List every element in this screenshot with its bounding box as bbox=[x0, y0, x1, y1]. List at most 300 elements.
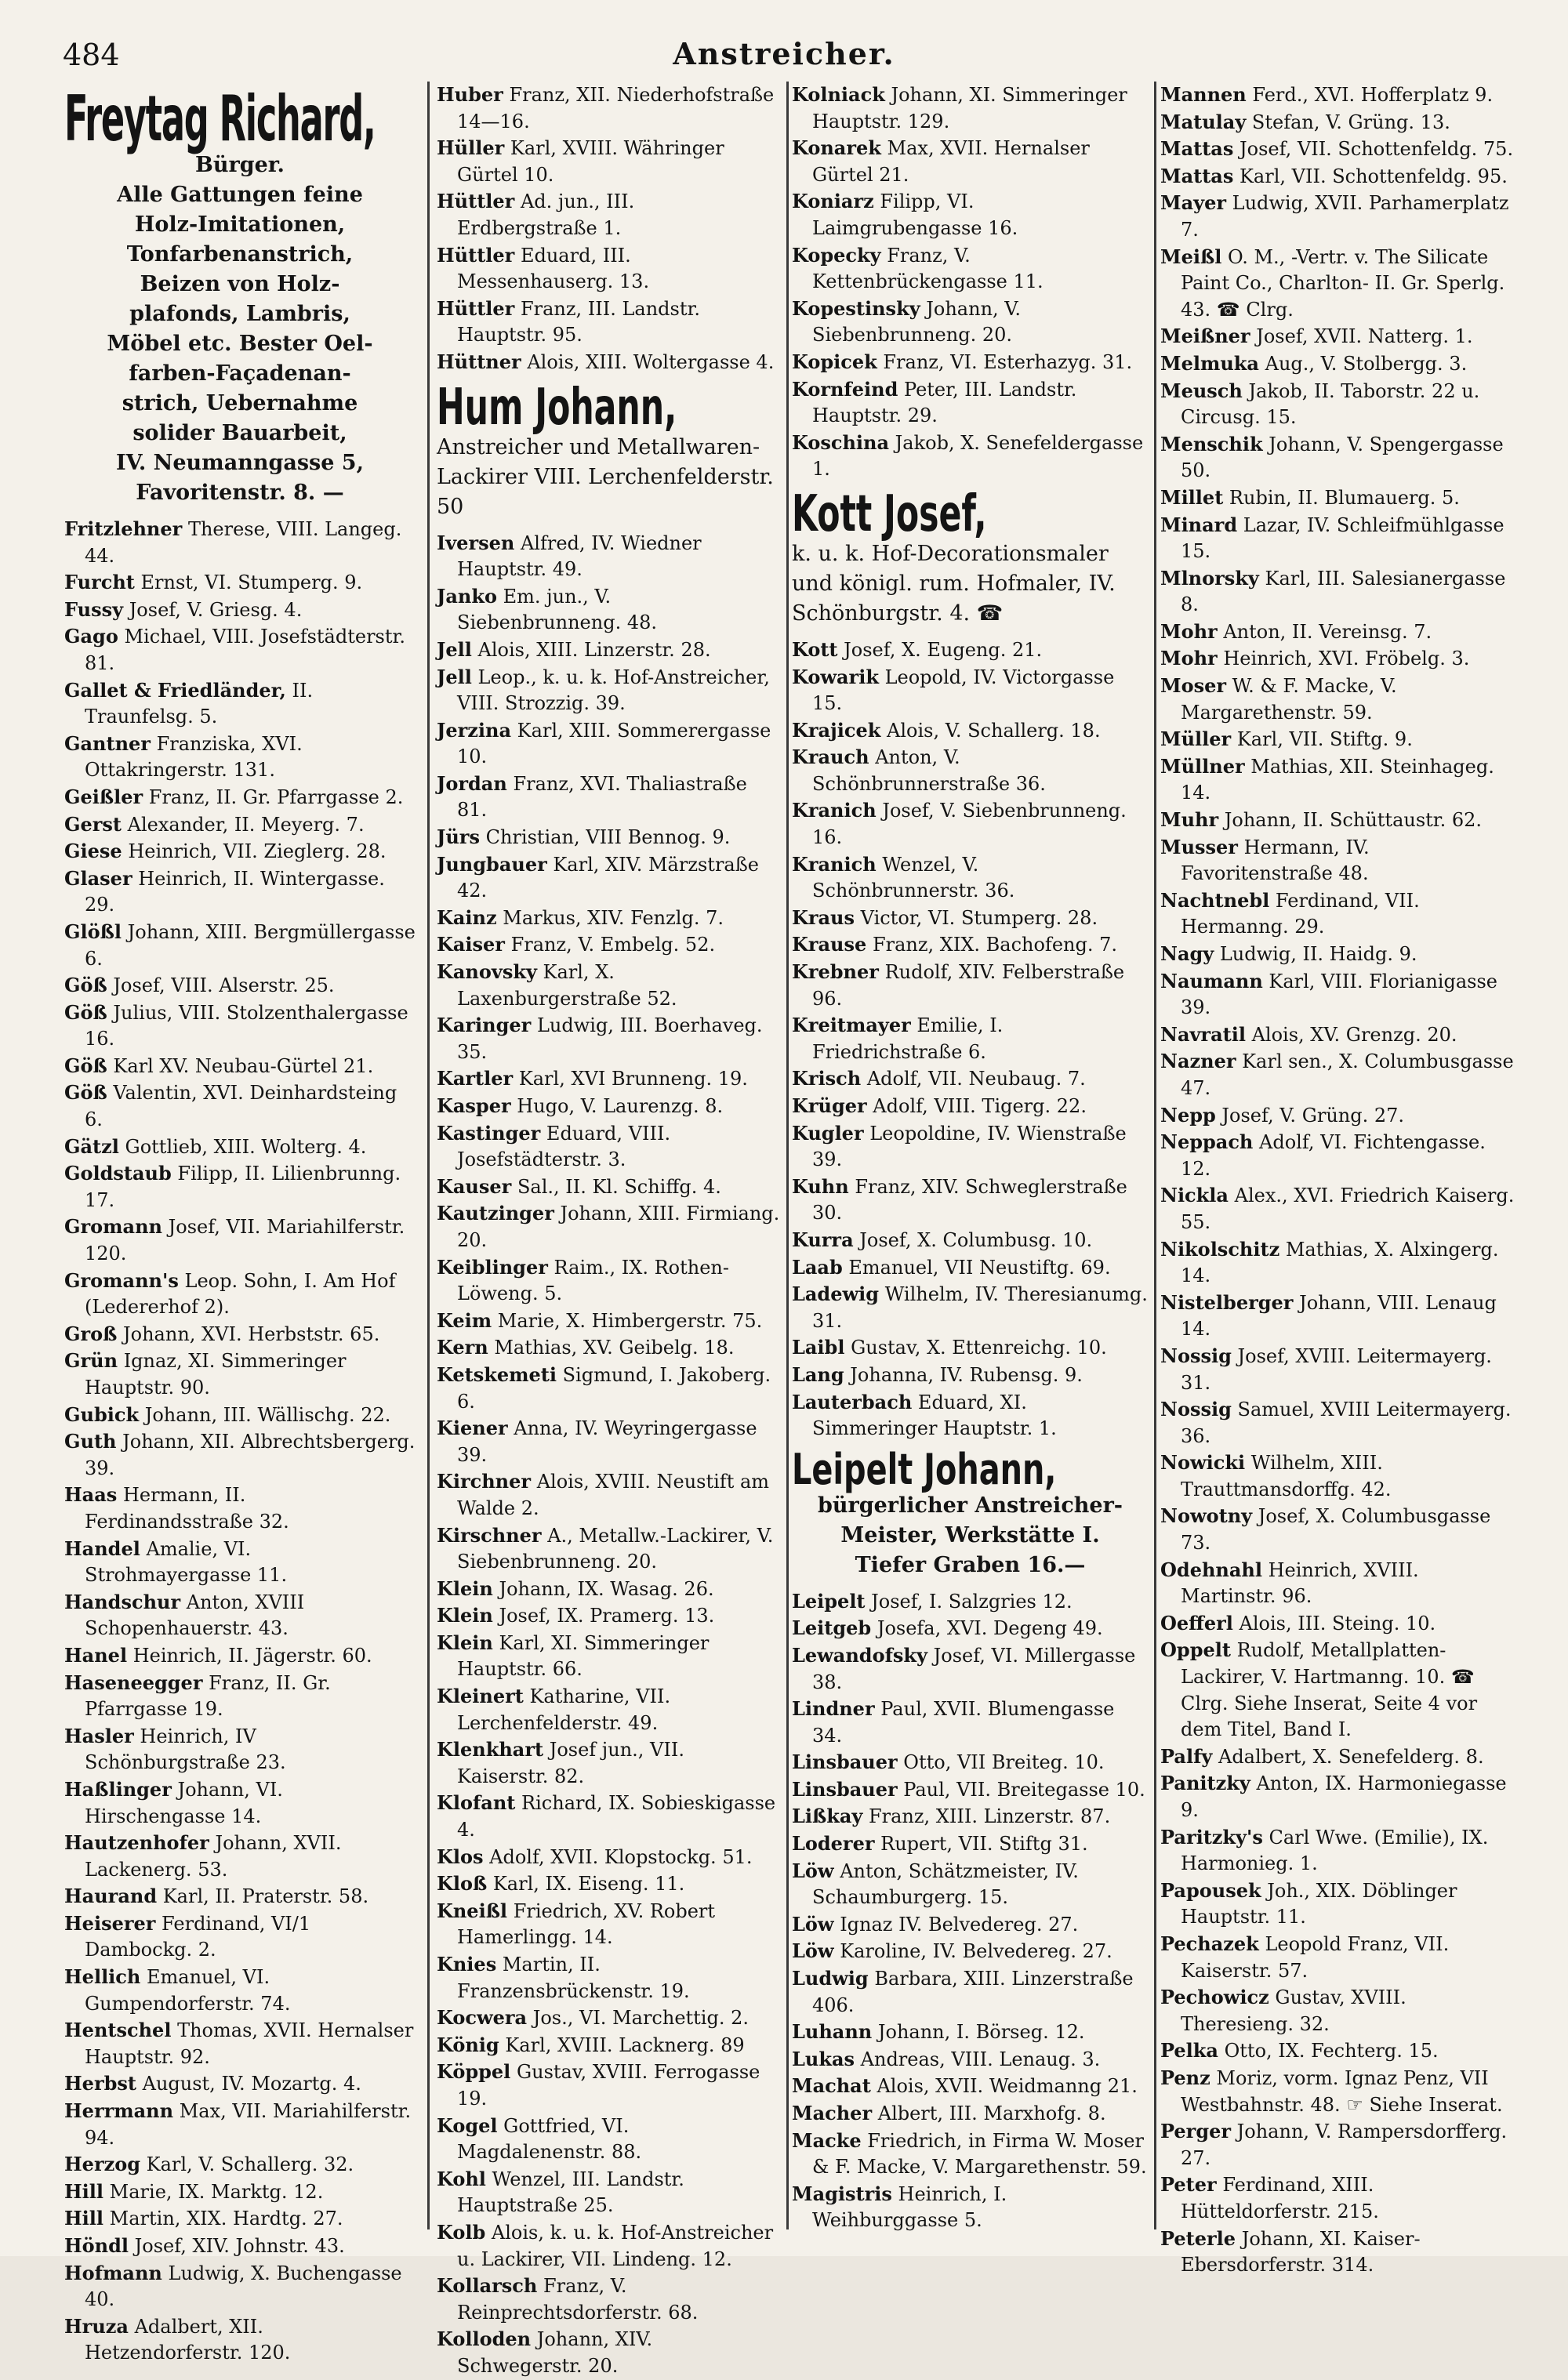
entry-details: Karl, X. Laxenburgerstraße 52. bbox=[457, 961, 677, 1010]
entry-details: Josef jun., VII. Kaiserstr. 82. bbox=[457, 1739, 684, 1787]
entry-surname: Krüger bbox=[792, 1094, 867, 1117]
directory-entry bbox=[64, 784, 416, 811]
entry-details: Johann, XIV. Schwegerstr. 20. bbox=[457, 2328, 653, 2377]
entry-surname: Krisch bbox=[792, 1067, 862, 1090]
entry-details: Ferdinand, VI/1 Dambockg. 2. bbox=[85, 1912, 311, 1961]
directory-entry bbox=[437, 1334, 780, 1362]
directory-entry bbox=[64, 1000, 416, 1053]
directory-entry bbox=[1160, 484, 1515, 512]
directory-entry bbox=[1160, 2171, 1515, 2225]
directory-entry bbox=[437, 2273, 780, 2326]
entry-surname: Knies bbox=[437, 1953, 497, 1975]
advertisement-line: strich, Uebernahme bbox=[122, 391, 358, 415]
entry-details: W. & F. Macke, V. Margarethenstr. 59. bbox=[1181, 675, 1397, 724]
entry-surname: Müller bbox=[1160, 727, 1232, 751]
directory-entry bbox=[437, 1093, 780, 1120]
directory-entry bbox=[1160, 807, 1515, 834]
entry-details: Ignaz IV. Belvedereg. 27. bbox=[840, 1913, 1079, 1936]
entry-details: Johann, V. Siebenbrunneng. 20. bbox=[812, 297, 1022, 346]
entry-details: Karl, XIII. Sommerergasse 10. bbox=[457, 719, 771, 768]
directory-entry bbox=[792, 905, 1149, 932]
entry-surname: Krause bbox=[792, 933, 867, 956]
directory-entry bbox=[1160, 887, 1515, 941]
entry-details: Wenzel, V. Schönbrunnerstr. 36. bbox=[812, 853, 1015, 902]
entry-surname: Lang bbox=[792, 1362, 844, 1386]
directory-entry bbox=[1160, 1182, 1515, 1235]
entry-details: Filipp, II. Lilienbrunng. 17. bbox=[85, 1163, 401, 1211]
advertisement-line: Beizen von Holz- bbox=[140, 272, 340, 296]
directory-entry bbox=[64, 2070, 416, 2098]
entry-surname: Klenkhart bbox=[437, 1738, 544, 1761]
entry-surname: Konarek bbox=[792, 136, 881, 160]
entry-details: Martin, II. Franzensbrückenstr. 19. bbox=[457, 1954, 690, 2002]
entry-details: Anton, V. Schönbrunnerstraße 36. bbox=[812, 746, 1046, 795]
directory-entry bbox=[437, 1683, 780, 1736]
entry-surname: Lewandofsky bbox=[792, 1643, 928, 1667]
entry-surname: Goldstaub bbox=[64, 1162, 172, 1185]
directory-entry bbox=[1160, 1343, 1515, 1396]
directory-entry bbox=[437, 1630, 780, 1683]
directory-entry bbox=[437, 2032, 780, 2059]
directory-entry bbox=[1160, 619, 1515, 646]
entry-surname: Nikolschitz bbox=[1160, 1237, 1280, 1261]
entry-surname: Papousek bbox=[1160, 1878, 1261, 1902]
entry-details: Barbara, XIII. Linzerstraße 406. bbox=[812, 1968, 1134, 2016]
entry-details: Alois, XIII. Linzerstr. 28. bbox=[477, 638, 711, 661]
entry-surname: Matulay bbox=[1160, 110, 1247, 133]
entry-details: Johann, IX. Wasag. 26. bbox=[499, 1577, 714, 1600]
entry-surname: Melmuka bbox=[1160, 351, 1259, 375]
entry-surname: Karinger bbox=[437, 1014, 532, 1037]
directory-entry bbox=[1160, 163, 1515, 190]
entry-details: Moriz, vorm. Ignaz Penz, VII Westbahnstr. 48. ☞ Siehe Inserat. bbox=[1181, 2066, 1503, 2116]
entry-surname: Kugler bbox=[792, 1121, 864, 1145]
entry-surname: Hofmann bbox=[64, 2261, 162, 2284]
directory-entry bbox=[437, 2113, 780, 2166]
directory-entry bbox=[1160, 1931, 1515, 1984]
entry-details: II. Traunfelsg. 5. bbox=[85, 679, 314, 728]
entry-details: Karl, VII. Schottenfeldg. 95. bbox=[1240, 165, 1508, 187]
entry-details: Josef, VIII. Alserstr. 25. bbox=[113, 974, 335, 997]
entry-details: Josef, XVII. Natterg. 1. bbox=[1256, 325, 1473, 348]
entry-surname: Kasper bbox=[437, 1094, 511, 1117]
advertisement-name: Freytag Richard, bbox=[64, 82, 376, 155]
entry-details: Josef, X. Columbusg. 10. bbox=[859, 1228, 1093, 1251]
directory-entry bbox=[792, 1389, 1149, 1442]
entry-surname: Janko bbox=[437, 584, 497, 608]
entry-details: Therese, VIII. Langeg. 44. bbox=[85, 518, 402, 567]
entry-details: Leop. Sohn, I. Am Hof (Ledererhof 2). bbox=[85, 1269, 396, 1319]
entry-surname: Kolniack bbox=[792, 83, 885, 106]
entry-details: Ernst, VI. Stumperg. 9. bbox=[140, 571, 363, 594]
entry-details: Rudolf, XIV. Felberstraße 96. bbox=[812, 961, 1125, 1010]
entry-surname: Nagy bbox=[1160, 942, 1214, 965]
entry-details: Jos., VI. Marchettig. 2. bbox=[532, 2007, 750, 2030]
directory-entry bbox=[792, 2100, 1149, 2128]
entry-details: Anton, Schätzmeister, IV. Schaumburgerg. 15. bbox=[812, 1859, 1079, 1909]
entry-details: Alois, XVIII. Neustift am Walde 2. bbox=[457, 1471, 770, 1519]
directory-entry bbox=[64, 731, 416, 784]
entry-surname: Kohl bbox=[437, 2167, 486, 2190]
entry-surname: Kranich bbox=[792, 799, 877, 822]
directory-entry bbox=[437, 2326, 780, 2379]
directory-entry bbox=[792, 1174, 1149, 1227]
directory-entry bbox=[437, 2166, 780, 2219]
entry-details: Alois, XV. Grenzg. 20. bbox=[1251, 1023, 1457, 1046]
entry-surname: Gantner bbox=[64, 731, 151, 755]
entry-details: Johanna, IV. Rubensg. 9. bbox=[850, 1363, 1083, 1386]
entry-details: Karl, VII. Stiftg. 9. bbox=[1236, 728, 1413, 751]
entry-surname: Haseneegger bbox=[64, 1671, 203, 1694]
entry-details: Josef, V. Siebenbrunneng. 16. bbox=[812, 800, 1127, 849]
entry-surname: Kogel bbox=[437, 2113, 498, 2137]
entry-surname: Magistris bbox=[792, 2182, 892, 2205]
entry-surname: Keim bbox=[437, 1308, 492, 1332]
entry-details: Otto, IX. Fechterg. 15. bbox=[1224, 2040, 1439, 2063]
entry-surname: Kartler bbox=[437, 1067, 514, 1090]
directory-entry bbox=[64, 1642, 416, 1670]
entry-details: Filipp, VI. Laimgrubengasse 16. bbox=[812, 190, 1018, 239]
entry-surname: Guth bbox=[64, 1430, 117, 1453]
directory-entry bbox=[1160, 350, 1515, 378]
directory-entry bbox=[437, 905, 780, 932]
entry-surname: Kautzinger bbox=[437, 1202, 554, 1225]
directory-entry bbox=[1160, 2118, 1515, 2171]
directory-entry bbox=[64, 865, 416, 919]
entry-surname: Millet bbox=[1160, 485, 1224, 509]
entry-details: Johann, XI. Kaiser-Ebersdorferstr. 314. bbox=[1181, 2227, 1421, 2277]
entry-details: Mathias, X. Alxingerg. 14. bbox=[1181, 1238, 1499, 1287]
entry-details: Heinrich, XVI. Fröbelg. 3. bbox=[1223, 648, 1470, 670]
entry-details: Leopold Franz, VII. Kaiserstr. 57. bbox=[1181, 1932, 1450, 1982]
entry-surname: Gerst bbox=[64, 812, 122, 836]
entry-surname: Hüller bbox=[437, 136, 505, 160]
entry-details: Rubin, II. Blumauerg. 5. bbox=[1229, 486, 1460, 509]
entry-surname: Odehnahl bbox=[1160, 1558, 1262, 1581]
entry-details: Alois, k. u. k. Hof-Anstreicher u. Lackirer, VII. Lindeng. 12. bbox=[457, 2221, 774, 2270]
entry-details: Stefan, V. Grüng. 13. bbox=[1251, 111, 1450, 133]
entry-surname: Hüttner bbox=[437, 350, 521, 373]
directory-entry bbox=[437, 349, 780, 376]
entry-details: Josef, VII. Mariahilferstr. 120. bbox=[85, 1216, 405, 1265]
entry-details: Josef, VII. Schottenfeldg. 75. bbox=[1240, 138, 1514, 161]
entry-details: Johann, XIII. Bergmüllergasse 6. bbox=[85, 920, 416, 970]
entry-details: Peter, III. Landstr. Hauptstr. 29. bbox=[812, 378, 1077, 427]
directory-entry bbox=[64, 2179, 416, 2206]
directory-entry bbox=[437, 1951, 780, 2004]
directory-entry bbox=[64, 2017, 416, 2070]
entry-surname: Höndl bbox=[64, 2234, 129, 2257]
entry-surname: Jell bbox=[437, 665, 472, 688]
entry-details: Alois, XIII. Woltergasse 4. bbox=[527, 350, 775, 373]
entry-surname: Nazner bbox=[1160, 1050, 1236, 1073]
directory-entry bbox=[437, 1415, 780, 1468]
entry-surname: Koniarz bbox=[792, 190, 874, 213]
entry-surname: Kolloden bbox=[437, 2327, 532, 2351]
entry-surname: Lißkay bbox=[792, 1805, 863, 1828]
entry-details: Rupert, VII. Stiftg 31. bbox=[880, 1833, 1088, 1856]
entry-details: Anton, IX. Harmoniegasse 9. bbox=[1181, 1772, 1507, 1821]
directory-entry bbox=[1160, 565, 1515, 619]
entry-surname: Furcht bbox=[64, 571, 135, 594]
directory-entry bbox=[792, 1227, 1149, 1254]
entry-surname: Kiener bbox=[437, 1417, 508, 1440]
entry-details: Gottfried, VI. Magdalenenstr. 88. bbox=[457, 2114, 642, 2164]
entry-details: Max, VII. Mariahilferstr. 94. bbox=[85, 2100, 412, 2149]
entry-details: Jakob, X. Senefeldergasse 1. bbox=[812, 431, 1144, 481]
directory-entry bbox=[1160, 1610, 1515, 1638]
directory-entry bbox=[1160, 726, 1515, 753]
directory-entry bbox=[437, 135, 780, 188]
entry-surname: Menschik bbox=[1160, 432, 1263, 455]
directory-entry bbox=[792, 1362, 1149, 1389]
directory-entry bbox=[792, 188, 1149, 241]
entry-surname: Peterle bbox=[1160, 2226, 1236, 2250]
directory-entry bbox=[792, 1254, 1149, 1282]
entry-details: Franz, II. Gr. Pfarrgasse 19. bbox=[85, 1671, 331, 1721]
directory-entry bbox=[64, 1670, 416, 1723]
entry-surname: Jungbauer bbox=[437, 852, 547, 876]
entry-details: Adalbert, X. Senefelderg. 8. bbox=[1218, 1745, 1484, 1768]
entry-details: Thomas, XVII. Hernalser Hauptstr. 92. bbox=[85, 2019, 414, 2068]
entry-surname: Heiserer bbox=[64, 1911, 156, 1935]
entry-details: A., Metallw.-Lackirer, V. Siebenbrunneng. 20. bbox=[457, 1524, 774, 1573]
entry-surname: Mattas bbox=[1160, 137, 1234, 161]
entry-details: Paul, XVII. Blumengasse 34. bbox=[812, 1698, 1115, 1747]
directory-entry bbox=[792, 1911, 1149, 1939]
entry-surname: König bbox=[437, 2033, 499, 2056]
entry-details: Johann, XVI. Herbststr. 65. bbox=[123, 1322, 380, 1345]
entry-details: Alois, V. Schallerg. 18. bbox=[887, 719, 1101, 742]
entry-surname: Göß bbox=[64, 1081, 107, 1105]
entry-surname: Gago bbox=[64, 625, 118, 648]
directory-entry bbox=[1160, 323, 1515, 350]
advertisement-line: Möbel etc. Bester Oel- bbox=[107, 332, 373, 356]
directory-entry bbox=[792, 717, 1149, 745]
directory-entry bbox=[1160, 834, 1515, 887]
entry-details: Gottlieb, XIII. Wolterg. 4. bbox=[125, 1135, 367, 1158]
entry-surname: Giese bbox=[64, 840, 122, 863]
entry-details: Markus, XIV. Fenzlg. 7. bbox=[503, 906, 724, 929]
entry-details: Alois, III. Steing. 10. bbox=[1239, 1612, 1436, 1634]
entry-surname: Krauch bbox=[792, 746, 869, 769]
directory-entry bbox=[792, 1334, 1149, 1362]
entry-details: Em. jun., V. Siebenbrunneng. 48. bbox=[457, 585, 657, 634]
entry-details: Alois, XVII. Weidmanng 21. bbox=[877, 2075, 1138, 2098]
entry-surname: Keiblinger bbox=[437, 1255, 548, 1279]
advertisement-block bbox=[64, 82, 416, 508]
directory-entry bbox=[792, 2019, 1149, 2046]
entry-details: Adolf, XVII. Klopstockg. 51. bbox=[489, 1845, 753, 1868]
entry-surname: Haurand bbox=[64, 1885, 158, 1908]
entry-surname: Oefferl bbox=[1160, 1611, 1233, 1634]
entry-surname: Löw bbox=[792, 1912, 834, 1936]
directory-entry bbox=[64, 1160, 416, 1214]
directory-entry bbox=[792, 1696, 1149, 1749]
entry-details: Johann, III. Wällischg. 22. bbox=[144, 1403, 391, 1426]
advertisement-line: Lackirer VIII. Lerchenfelderstr. 50 bbox=[437, 464, 774, 519]
directory-entry bbox=[1160, 1290, 1515, 1343]
entry-details: Ludwig, II. Haidg. 9. bbox=[1219, 943, 1417, 965]
directory-entry bbox=[1160, 968, 1515, 1021]
advertisement-line: Favoritenstr. 8. — bbox=[136, 481, 344, 505]
entry-details: Franz, II. Gr. Pfarrgasse 2. bbox=[148, 785, 404, 808]
entry-surname: Herrmann bbox=[64, 2099, 174, 2123]
entry-surname: Panitzky bbox=[1160, 1772, 1250, 1795]
entry-details: Rudolf, Metallplatten-Lackirer, V. Hartmanng. 10. ☎ Clrg. Siehe Inserat, Seite 4 vor dem Titel, Band I. bbox=[1181, 1639, 1478, 1741]
entry-surname: Leitgeb bbox=[792, 1616, 872, 1640]
entry-surname: Koschina bbox=[792, 430, 890, 454]
entry-surname: Fritzlehner bbox=[64, 517, 183, 540]
directory-entry bbox=[437, 530, 780, 583]
entry-surname: Hanel bbox=[64, 1643, 128, 1667]
entry-details: Raim., IX. Rothen-Löweng. 5. bbox=[457, 1256, 729, 1305]
entry-surname: Krebner bbox=[792, 960, 879, 984]
entry-details: Marie, IX. Marktg. 12. bbox=[109, 2180, 324, 2203]
directory-entry bbox=[64, 1723, 416, 1776]
directory-entry bbox=[792, 349, 1149, 376]
directory-entry bbox=[64, 2260, 416, 2313]
directory-entry bbox=[437, 1522, 780, 1576]
directory-entry bbox=[792, 1120, 1149, 1174]
entry-details: Johann, I. Börseg. 12. bbox=[877, 2021, 1085, 2044]
entry-details: Eduard, VIII. Josefstädterstr. 3. bbox=[457, 1122, 671, 1171]
directory-entry bbox=[437, 1012, 780, 1065]
entry-details: Michael, VIII. Josefstädterstr. 81. bbox=[85, 626, 405, 674]
entry-details: Josef, V. Griesg. 4. bbox=[129, 598, 303, 621]
advertisement-line: Bürger. bbox=[195, 153, 285, 177]
directory-entry bbox=[792, 1965, 1149, 2019]
entry-details: Karl, III. Salesianergasse 8. bbox=[1181, 567, 1506, 616]
entry-details: Alexander, II. Meyerg. 7. bbox=[127, 813, 365, 836]
column-1 bbox=[64, 82, 416, 2364]
entry-surname: Kraus bbox=[792, 905, 855, 929]
entry-surname: Gubick bbox=[64, 1402, 140, 1426]
entry-surname: Klofant bbox=[437, 1791, 516, 1815]
entry-surname: Geißler bbox=[64, 785, 143, 808]
entry-surname: Kocwera bbox=[437, 2006, 528, 2030]
entry-surname: Penz bbox=[1160, 2066, 1210, 2089]
directory-entry bbox=[792, 744, 1149, 797]
advertisement-line: plafonds, Lambris, bbox=[129, 302, 350, 326]
directory-entry bbox=[792, 1093, 1149, 1120]
entry-details: Franz, III. Landstr. Hauptstr. 95. bbox=[457, 297, 700, 346]
entry-details: Joh., XIX. Döblinger Hauptstr. 11. bbox=[1181, 1879, 1457, 1928]
entry-surname: Glößl bbox=[64, 920, 122, 943]
directory-entry bbox=[792, 242, 1149, 296]
entry-details: Karl, XI. Simmeringer Hauptstr. 66. bbox=[457, 1631, 710, 1681]
entry-surname: Neppach bbox=[1160, 1130, 1254, 1154]
entry-details: Karl sen., X. Columbusgasse 47. bbox=[1181, 1050, 1514, 1099]
directory-entry bbox=[1160, 1743, 1515, 1771]
entry-surname: Hüttler bbox=[437, 243, 515, 267]
directory-entry bbox=[1160, 244, 1515, 324]
directory-entry bbox=[64, 1214, 416, 1267]
entry-surname: Kuhn bbox=[792, 1174, 849, 1198]
entry-surname: Mohr bbox=[1160, 619, 1218, 643]
advertisement-line: Meister, Werkstätte I. bbox=[840, 1522, 1100, 1547]
entry-surname: Musser bbox=[1160, 835, 1238, 858]
directory-entry bbox=[1160, 431, 1515, 484]
entry-details: Karoline, IV. Belvedereg. 27. bbox=[840, 1940, 1112, 1963]
directory-entry bbox=[1160, 1557, 1515, 1610]
entry-details: O. M., -Vertr. v. The Silicate Paint Co., Charlton- II. Gr. Sperlg. 43. ☎ Clrg. bbox=[1181, 245, 1505, 321]
directory-entry bbox=[64, 1536, 416, 1589]
entry-surname: Mayer bbox=[1160, 191, 1226, 215]
entry-details: Anna, IV. Weyringergasse 39. bbox=[457, 1417, 757, 1466]
entry-surname: Peter bbox=[1160, 2173, 1217, 2197]
entry-surname: Göß bbox=[64, 974, 107, 997]
directory-entry bbox=[64, 1589, 416, 1642]
entry-surname: Linsbauer bbox=[792, 1751, 898, 1774]
page-number: 484 bbox=[63, 38, 120, 72]
entry-details: Franz, XIII. Linzerstr. 87. bbox=[869, 1805, 1111, 1828]
entry-surname: Göß bbox=[64, 1054, 107, 1077]
directory-entry bbox=[64, 1964, 416, 2017]
directory-entry bbox=[437, 1602, 780, 1630]
directory-entry bbox=[437, 824, 780, 851]
directory-entry bbox=[1160, 1503, 1515, 1556]
entry-surname: Haas bbox=[64, 1483, 118, 1507]
entry-details: Heinrich, VII. Zieglerg. 28. bbox=[128, 840, 387, 863]
directory-entry bbox=[64, 2233, 416, 2260]
directory-entry bbox=[64, 2151, 416, 2179]
entry-details: Emanuel, VII Neustiftg. 69. bbox=[848, 1256, 1111, 1279]
directory-entry bbox=[1160, 2226, 1515, 2279]
entry-surname: Fussy bbox=[64, 597, 124, 621]
entry-surname: Hasler bbox=[64, 1724, 134, 1747]
entry-details: Alfred, IV. Wiedner Hauptstr. 49. bbox=[457, 532, 702, 581]
entry-details: Mathias, XII. Steinhageg. 14. bbox=[1181, 755, 1494, 804]
entry-details: Johann, XI. Simmeringer Hauptstr. 129. bbox=[812, 84, 1127, 132]
entry-surname: Ketskemeti bbox=[437, 1362, 557, 1386]
entry-surname: Kott bbox=[792, 637, 838, 661]
directory-entry bbox=[64, 1910, 416, 1964]
entry-details: Albert, III. Marxhofg. 8. bbox=[877, 2102, 1106, 2124]
directory-entry bbox=[792, 1803, 1149, 1830]
entry-surname: Handschur bbox=[64, 1590, 181, 1613]
directory-entry bbox=[1160, 753, 1515, 807]
entry-surname: Ladewig bbox=[792, 1283, 880, 1306]
entry-details: Karl, VIII. Florianigasse 39. bbox=[1181, 970, 1497, 1019]
entry-details: Johann, V. Spengergasse 50. bbox=[1181, 433, 1504, 482]
entry-surname: Groß bbox=[64, 1322, 118, 1345]
entry-details: Karl, V. Schallerg. 32. bbox=[146, 2153, 354, 2176]
entry-details: Franz, V. Reinprechtsdorferstr. 68. bbox=[457, 2275, 699, 2324]
entry-surname: Hentschel bbox=[64, 2019, 172, 2042]
entry-surname: Leipelt bbox=[792, 1589, 866, 1613]
directory-entry bbox=[64, 623, 416, 677]
entry-details: Franz, V. Kettenbrückengasse 11. bbox=[812, 244, 1044, 293]
entry-surname: Nachtnebl bbox=[1160, 888, 1270, 912]
entry-details: Leop., k. u. k. Hof-Anstreicher, VIII. Strozzig. 39. bbox=[457, 666, 770, 715]
directory-entry bbox=[437, 1898, 780, 1951]
entry-surname: Gallet & Friedländer, bbox=[64, 678, 286, 702]
entry-details: Josef, XVIII. Leitermayerg. 31. bbox=[1181, 1344, 1492, 1394]
entry-surname: Klein bbox=[437, 1631, 493, 1654]
advertisement-line: Alle Gattungen feine bbox=[117, 183, 363, 207]
directory-entry bbox=[792, 1642, 1149, 1696]
directory-entry bbox=[437, 1174, 780, 1201]
entry-details: Josef, XIV. Johnstr. 43. bbox=[134, 2235, 345, 2257]
directory-entry bbox=[64, 1348, 416, 1401]
entry-surname: Kirchner bbox=[437, 1470, 532, 1493]
entry-surname: Paritzky's bbox=[1160, 1825, 1263, 1848]
advertisement-line: IV. Neumanngasse 5, bbox=[115, 451, 364, 475]
entry-details: Ludwig, XVII. Parhamerplatz 7. bbox=[1181, 192, 1509, 241]
directory-entry bbox=[792, 82, 1149, 135]
directory-entry bbox=[1160, 2065, 1515, 2118]
